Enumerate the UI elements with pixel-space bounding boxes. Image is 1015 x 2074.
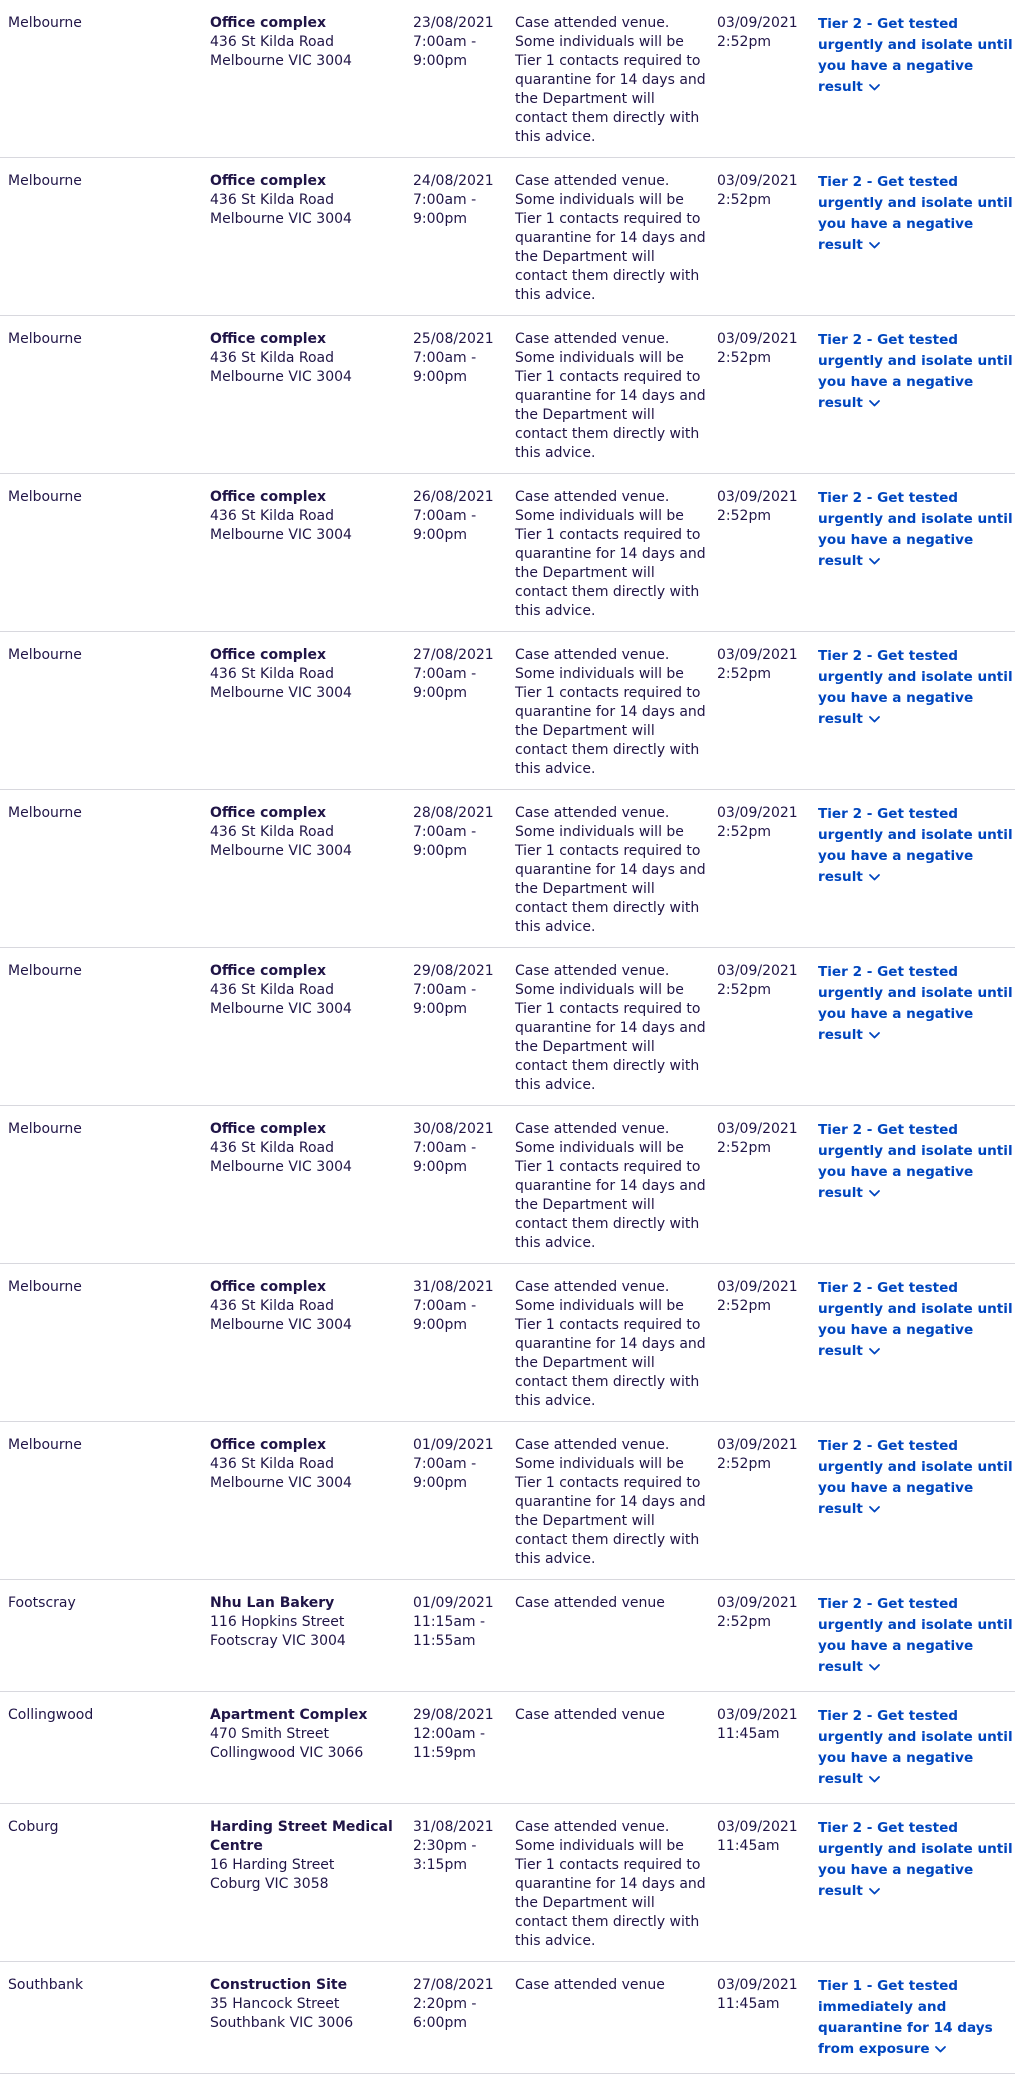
notes-cell: Case attended venue — [515, 1595, 665, 1611]
exposure-time-start: 7:00am - — [413, 1140, 477, 1156]
exposure-time-end: 9:00pm — [413, 1001, 467, 1017]
notes-cell: Case attended venue. Some individuals will be Tier 1 contacts required to quarantine for 14 days and the Department will contact them directly with this advice. — [515, 647, 706, 777]
exposure-period-cell — [413, 1120, 505, 1177]
exposure-period-cell — [413, 1278, 505, 1335]
health-advice-cell — [818, 1120, 1013, 1204]
chevron-down-icon — [868, 1886, 881, 1896]
health-advice-cell — [818, 488, 1013, 572]
health-advice-cell — [818, 1278, 1013, 1362]
chevron-down-icon — [868, 398, 881, 408]
site-cell — [210, 962, 400, 1019]
health-advice-label: Tier 2 - Get tested urgently and isolate until you have a negative result — [818, 174, 1013, 253]
table-row — [0, 1106, 1015, 1264]
added-time: 2:52pm — [717, 1140, 771, 1156]
table-row — [0, 1962, 1015, 2074]
health-advice-toggle[interactable] — [818, 1122, 1013, 1201]
site-cell — [210, 1818, 400, 1894]
site-cell — [210, 646, 400, 703]
health-advice-label: Tier 1 - Get tested immediately and quarantine for 14 days from exposure — [818, 1978, 993, 2057]
exposure-date: 25/08/2021 — [413, 331, 494, 347]
health-advice-toggle[interactable] — [818, 16, 1013, 95]
site-address-line-1: 470 Smith Street — [210, 1726, 329, 1742]
added-time-cell — [717, 172, 812, 210]
added-date: 03/09/2021 — [717, 15, 798, 31]
added-time: 2:52pm — [717, 1614, 771, 1630]
notes-cell: Case attended venue. Some individuals will be Tier 1 contacts required to quarantine for 14 days and the Department will contact them directly with this advice. — [515, 805, 706, 935]
site-address-line-1: 35 Hancock Street — [210, 1996, 340, 2012]
suburb-cell: Melbourne — [8, 15, 82, 31]
exposure-time-end: 9:00pm — [413, 843, 467, 859]
exposure-date: 24/08/2021 — [413, 173, 494, 189]
site-name: Office complex — [210, 1279, 327, 1295]
exposure-period-cell — [413, 172, 505, 229]
exposure-period-cell — [413, 1706, 505, 1763]
site-address-line-2: Melbourne VIC 3004 — [210, 843, 352, 859]
site-address-line-1: 436 St Kilda Road — [210, 1140, 335, 1156]
health-advice-cell — [818, 804, 1013, 888]
notes-cell: Case attended venue. Some individuals will be Tier 1 contacts required to quarantine for 14 days and the Department will contact them directly with this advice. — [515, 1819, 706, 1949]
site-address-line-1: 436 St Kilda Road — [210, 350, 335, 366]
chevron-down-icon — [868, 714, 881, 724]
exposure-time-end: 9:00pm — [413, 527, 467, 543]
chevron-down-icon — [868, 556, 881, 566]
suburb-cell: Melbourne — [8, 489, 82, 505]
added-time: 2:52pm — [717, 508, 771, 524]
added-time-cell — [717, 962, 812, 1000]
chevron-down-icon — [868, 1030, 881, 1040]
added-time-cell — [717, 1976, 812, 2014]
exposure-time-end: 9:00pm — [413, 1159, 467, 1175]
site-address-line-1: 116 Hopkins Street — [210, 1614, 345, 1630]
table-row — [0, 474, 1015, 632]
notes-cell: Case attended venue — [515, 1977, 665, 1993]
added-time: 11:45am — [717, 1726, 780, 1742]
table-row — [0, 1422, 1015, 1580]
site-name: Office complex — [210, 963, 327, 979]
health-advice-cell — [818, 1436, 1013, 1520]
exposure-time-start: 7:00am - — [413, 982, 477, 998]
exposure-time-start: 7:00am - — [413, 824, 477, 840]
site-cell — [210, 1594, 400, 1651]
health-advice-label: Tier 2 - Get tested urgently and isolate until you have a negative result — [818, 1596, 1013, 1675]
site-address-line-2: Melbourne VIC 3004 — [210, 685, 352, 701]
added-date: 03/09/2021 — [717, 489, 798, 505]
exposure-time-start: 7:00am - — [413, 508, 477, 524]
site-name: Office complex — [210, 489, 327, 505]
exposure-time-end: 9:00pm — [413, 369, 467, 385]
exposure-date: 31/08/2021 — [413, 1819, 494, 1835]
table-row — [0, 0, 1015, 158]
added-time-cell — [717, 1120, 812, 1158]
suburb-cell: Coburg — [8, 1819, 59, 1835]
health-advice-cell — [818, 14, 1013, 98]
added-date: 03/09/2021 — [717, 963, 798, 979]
exposure-date: 29/08/2021 — [413, 1707, 494, 1723]
added-date: 03/09/2021 — [717, 1595, 798, 1611]
notes-cell: Case attended venue. Some individuals will be Tier 1 contacts required to quarantine for 14 days and the Department will contact them directly with this advice. — [515, 173, 706, 303]
suburb-cell: Collingwood — [8, 1707, 94, 1723]
health-advice-toggle[interactable] — [818, 1280, 1013, 1359]
site-address-line-2: Melbourne VIC 3004 — [210, 1159, 352, 1175]
site-name: Construction Site — [210, 1977, 348, 1993]
notes-cell: Case attended venue — [515, 1707, 665, 1723]
table-row — [0, 158, 1015, 316]
site-name: Office complex — [210, 15, 327, 31]
exposure-period-cell — [413, 488, 505, 545]
chevron-down-icon — [868, 82, 881, 92]
health-advice-label: Tier 2 - Get tested urgently and isolate until you have a negative result — [818, 964, 1013, 1043]
added-time: 2:52pm — [717, 350, 771, 366]
exposure-period-cell — [413, 1436, 505, 1493]
exposure-time-start: 7:00am - — [413, 34, 477, 50]
health-advice-label: Tier 2 - Get tested urgently and isolate until you have a negative result — [818, 490, 1013, 569]
added-time: 2:52pm — [717, 192, 771, 208]
site-cell — [210, 172, 400, 229]
notes-cell: Case attended venue. Some individuals will be Tier 1 contacts required to quarantine for 14 days and the Department will contact them directly with this advice. — [515, 1121, 706, 1251]
site-name: Office complex — [210, 1121, 327, 1137]
site-address-line-2: Footscray VIC 3004 — [210, 1633, 346, 1649]
added-date: 03/09/2021 — [717, 1707, 798, 1723]
site-name: Office complex — [210, 805, 327, 821]
added-date: 03/09/2021 — [717, 647, 798, 663]
health-advice-label: Tier 2 - Get tested urgently and isolate until you have a negative result — [818, 648, 1013, 727]
site-address-line-2: Melbourne VIC 3004 — [210, 1001, 352, 1017]
site-address-line-2: Collingwood VIC 3066 — [210, 1745, 364, 1761]
site-name: Nhu Lan Bakery — [210, 1595, 335, 1611]
added-time-cell — [717, 1436, 812, 1474]
exposure-time-end: 9:00pm — [413, 211, 467, 227]
health-advice-toggle[interactable] — [818, 1708, 1013, 1787]
added-time: 11:45am — [717, 1996, 780, 2012]
site-name: Apartment Complex — [210, 1707, 368, 1723]
chevron-down-icon — [868, 1662, 881, 1672]
health-advice-toggle[interactable] — [818, 490, 1013, 569]
health-advice-toggle[interactable] — [818, 174, 1013, 253]
notes-cell: Case attended venue. Some individuals will be Tier 1 contacts required to quarantine for 14 days and the Department will contact them directly with this advice. — [515, 331, 706, 461]
added-time-cell — [717, 646, 812, 684]
health-advice-label: Tier 2 - Get tested urgently and isolate until you have a negative result — [818, 806, 1013, 885]
added-time: 11:45am — [717, 1838, 780, 1854]
suburb-cell: Melbourne — [8, 1121, 82, 1137]
suburb-cell: Melbourne — [8, 805, 82, 821]
chevron-down-icon — [868, 240, 881, 250]
added-date: 03/09/2021 — [717, 1437, 798, 1453]
health-advice-label: Tier 2 - Get tested urgently and isolate until you have a negative result — [818, 1438, 1013, 1517]
exposure-time-end: 11:59pm — [413, 1745, 476, 1761]
added-date: 03/09/2021 — [717, 331, 798, 347]
exposure-period-cell — [413, 1976, 505, 2033]
exposure-time-start: 11:15am - — [413, 1614, 486, 1630]
exposure-date: 23/08/2021 — [413, 15, 494, 31]
exposure-period-cell — [413, 1594, 505, 1651]
table-row — [0, 316, 1015, 474]
notes-cell: Case attended venue. Some individuals will be Tier 1 contacts required to quarantine for 14 days and the Department will contact them directly with this advice. — [515, 489, 706, 619]
exposure-date: 01/09/2021 — [413, 1595, 494, 1611]
exposure-date: 28/08/2021 — [413, 805, 494, 821]
exposure-period-cell — [413, 962, 505, 1019]
exposure-date: 31/08/2021 — [413, 1279, 494, 1295]
added-time: 2:52pm — [717, 1456, 771, 1472]
suburb-cell: Melbourne — [8, 173, 82, 189]
site-cell — [210, 804, 400, 861]
site-name: Office complex — [210, 331, 327, 347]
exposure-time-start: 12:00am - — [413, 1726, 486, 1742]
table-row — [0, 1804, 1015, 1962]
exposure-time-start: 7:00am - — [413, 192, 477, 208]
added-time: 2:52pm — [717, 1298, 771, 1314]
site-cell — [210, 330, 400, 387]
added-date: 03/09/2021 — [717, 1819, 798, 1835]
site-address-line-2: Melbourne VIC 3004 — [210, 369, 352, 385]
site-cell — [210, 1278, 400, 1335]
suburb-cell: Melbourne — [8, 1437, 82, 1453]
health-advice-label: Tier 2 - Get tested urgently and isolate until you have a negative result — [818, 1122, 1013, 1201]
exposure-period-cell — [413, 804, 505, 861]
site-name: Office complex — [210, 647, 327, 663]
table-row — [0, 632, 1015, 790]
site-address-line-1: 436 St Kilda Road — [210, 192, 335, 208]
site-address-line-1: 436 St Kilda Road — [210, 34, 335, 50]
chevron-down-icon — [868, 872, 881, 882]
notes-cell: Case attended venue. Some individuals will be Tier 1 contacts required to quarantine for 14 days and the Department will contact them directly with this advice. — [515, 1437, 706, 1567]
added-date: 03/09/2021 — [717, 173, 798, 189]
site-address-line-2: Melbourne VIC 3004 — [210, 527, 352, 543]
health-advice-cell — [818, 646, 1013, 730]
exposure-date: 26/08/2021 — [413, 489, 494, 505]
exposure-time-end: 6:00pm — [413, 2015, 467, 2031]
exposure-date: 27/08/2021 — [413, 647, 494, 663]
exposure-date: 27/08/2021 — [413, 1977, 494, 1993]
added-time-cell — [717, 1706, 812, 1744]
exposure-time-start: 7:00am - — [413, 666, 477, 682]
health-advice-toggle[interactable] — [818, 648, 1013, 727]
notes-cell: Case attended venue. Some individuals will be Tier 1 contacts required to quarantine for 14 days and the Department will contact them directly with this advice. — [515, 963, 706, 1093]
exposure-time-start: 7:00am - — [413, 1298, 477, 1314]
site-address-line-2: Melbourne VIC 3004 — [210, 53, 352, 69]
exposure-time-end: 9:00pm — [413, 685, 467, 701]
exposure-date: 01/09/2021 — [413, 1437, 494, 1453]
table-row — [0, 790, 1015, 948]
site-name: Office complex — [210, 173, 327, 189]
site-address-line-1: 16 Harding Street — [210, 1857, 335, 1873]
health-advice-cell — [818, 962, 1013, 1046]
site-name: Office complex — [210, 1437, 327, 1453]
site-cell — [210, 1706, 400, 1763]
exposure-time-start: 2:30pm - — [413, 1838, 477, 1854]
health-advice-label: Tier 2 - Get tested urgently and isolate until you have a negative result — [818, 1708, 1013, 1787]
health-advice-cell — [818, 1818, 1013, 1902]
health-advice-cell — [818, 172, 1013, 256]
exposure-time-start: 7:00am - — [413, 1456, 477, 1472]
suburb-cell: Melbourne — [8, 1279, 82, 1295]
exposure-date: 29/08/2021 — [413, 963, 494, 979]
chevron-down-icon — [868, 1504, 881, 1514]
site-name: Harding Street Medical Centre — [210, 1819, 393, 1854]
notes-cell: Case attended venue. Some individuals will be Tier 1 contacts required to quarantine for 14 days and the Department will contact them directly with this advice. — [515, 1279, 706, 1409]
added-time-cell — [717, 1818, 812, 1856]
table-row — [0, 1692, 1015, 1804]
site-address-line-1: 436 St Kilda Road — [210, 824, 335, 840]
suburb-cell: Melbourne — [8, 963, 82, 979]
suburb-cell: Footscray — [8, 1595, 76, 1611]
chevron-down-icon — [868, 1346, 881, 1356]
exposure-time-start: 2:20pm - — [413, 1996, 477, 2012]
site-address-line-1: 436 St Kilda Road — [210, 1298, 335, 1314]
suburb-cell: Melbourne — [8, 331, 82, 347]
health-advice-label: Tier 2 - Get tested urgently and isolate until you have a negative result — [818, 1280, 1013, 1359]
table-row — [0, 948, 1015, 1106]
added-time-cell — [717, 1594, 812, 1632]
exposure-period-cell — [413, 330, 505, 387]
site-address-line-1: 436 St Kilda Road — [210, 1456, 335, 1472]
site-address-line-2: Melbourne VIC 3004 — [210, 211, 352, 227]
exposure-time-end: 9:00pm — [413, 1317, 467, 1333]
site-address-line-1: 436 St Kilda Road — [210, 508, 335, 524]
health-advice-label: Tier 2 - Get tested urgently and isolate until you have a negative result — [818, 332, 1013, 411]
added-time: 2:52pm — [717, 982, 771, 998]
health-advice-cell — [818, 330, 1013, 414]
site-address-line-2: Melbourne VIC 3004 — [210, 1317, 352, 1333]
added-date: 03/09/2021 — [717, 1121, 798, 1137]
site-cell — [210, 1120, 400, 1177]
suburb-cell: Southbank — [8, 1977, 84, 1993]
exposure-time-end: 11:55am — [413, 1633, 476, 1649]
site-cell — [210, 14, 400, 71]
site-cell — [210, 1976, 400, 2033]
exposure-period-cell — [413, 14, 505, 71]
exposure-time-start: 7:00am - — [413, 350, 477, 366]
suburb-cell: Melbourne — [8, 647, 82, 663]
health-advice-toggle[interactable] — [818, 1596, 1013, 1675]
exposure-date: 30/08/2021 — [413, 1121, 494, 1137]
exposure-time-end: 9:00pm — [413, 53, 467, 69]
health-advice-toggle[interactable] — [818, 964, 1013, 1043]
chevron-down-icon — [868, 1188, 881, 1198]
site-cell — [210, 488, 400, 545]
health-advice-toggle[interactable] — [818, 332, 1013, 411]
health-advice-toggle[interactable] — [818, 806, 1013, 885]
health-advice-cell — [818, 1594, 1013, 1678]
health-advice-label: Tier 2 - Get tested urgently and isolate until you have a negative result — [818, 1820, 1013, 1899]
chevron-down-icon — [934, 2044, 947, 2054]
added-time: 2:52pm — [717, 824, 771, 840]
health-advice-toggle[interactable] — [818, 1978, 993, 2057]
site-cell — [210, 1436, 400, 1493]
notes-cell: Case attended venue. Some individuals will be Tier 1 contacts required to quarantine for 14 days and the Department will contact them directly with this advice. — [515, 15, 706, 145]
table-row — [0, 1264, 1015, 1422]
exposure-period-cell — [413, 1818, 505, 1875]
table-row — [0, 1580, 1015, 1692]
added-date: 03/09/2021 — [717, 1977, 798, 1993]
added-time-cell — [717, 1278, 812, 1316]
exposure-time-end: 9:00pm — [413, 1475, 467, 1491]
exposure-time-end: 3:15pm — [413, 1857, 467, 1873]
site-address-line-1: 436 St Kilda Road — [210, 982, 335, 998]
site-address-line-1: 436 St Kilda Road — [210, 666, 335, 682]
added-time-cell — [717, 330, 812, 368]
site-address-line-2: Southbank VIC 3006 — [210, 2015, 354, 2031]
health-advice-cell — [818, 1976, 1013, 2060]
added-time: 2:52pm — [717, 666, 771, 682]
exposure-period-cell — [413, 646, 505, 703]
health-advice-label: Tier 2 - Get tested urgently and isolate until you have a negative result — [818, 16, 1013, 95]
added-time-cell — [717, 804, 812, 842]
added-date: 03/09/2021 — [717, 805, 798, 821]
chevron-down-icon — [868, 1774, 881, 1784]
added-time-cell — [717, 488, 812, 526]
added-date: 03/09/2021 — [717, 1279, 798, 1295]
health-advice-cell — [818, 1706, 1013, 1790]
site-address-line-2: Melbourne VIC 3004 — [210, 1475, 352, 1491]
health-advice-toggle[interactable] — [818, 1438, 1013, 1517]
site-address-line-2: Coburg VIC 3058 — [210, 1876, 329, 1892]
added-time: 2:52pm — [717, 34, 771, 50]
added-time-cell — [717, 14, 812, 52]
health-advice-toggle[interactable] — [818, 1820, 1013, 1899]
